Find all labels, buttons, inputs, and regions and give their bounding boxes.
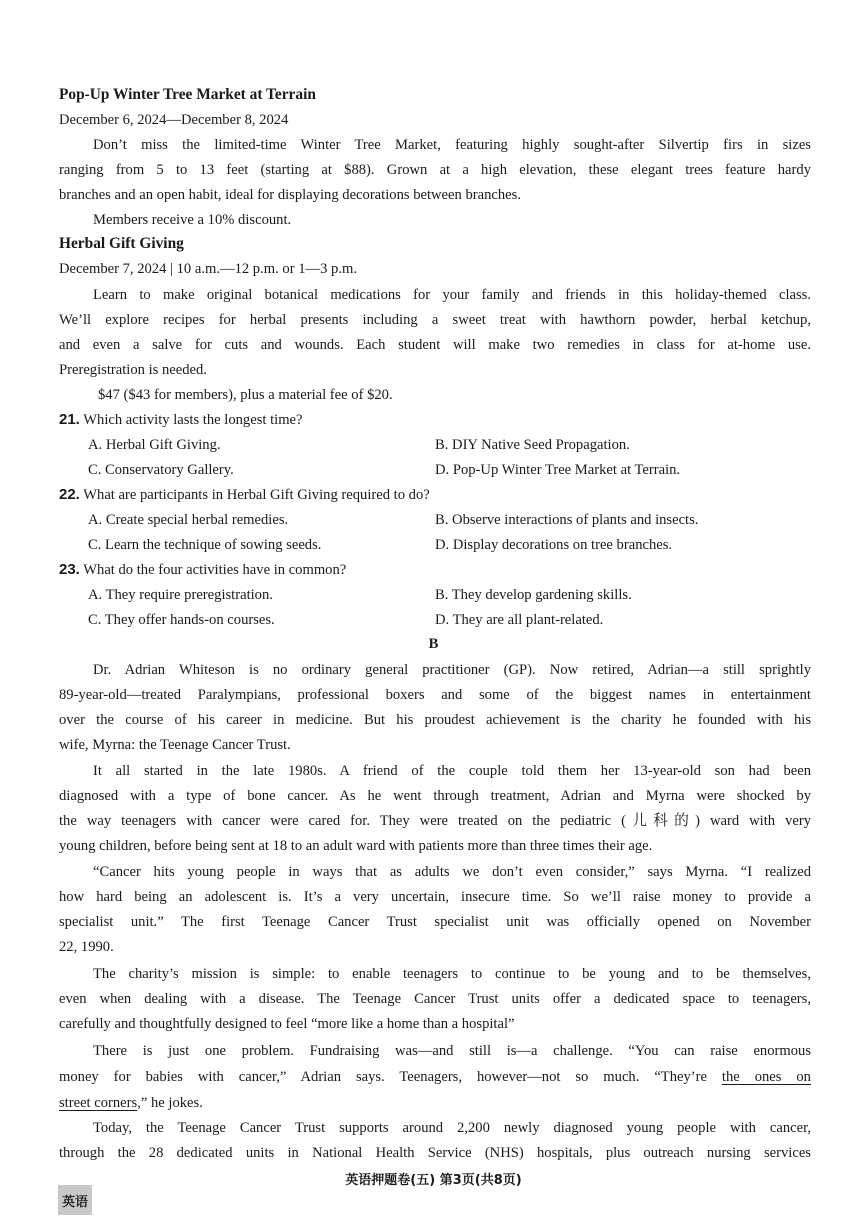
option-21-c[interactable]: C. Conservatory Gallery.: [88, 462, 234, 478]
passage-b-p3-line: 22, 1990.: [59, 939, 114, 955]
passage-b-p3-line: specialist unit.” The first Teenage Cancer Trust specialist unit was officially opened on November: [59, 914, 811, 930]
passage-b-label: B: [428, 636, 439, 652]
passage-b-p4-line: The charity’s mission is simple: to enable teenagers to continue to be young and to be themselves,: [93, 966, 811, 982]
option-22-d[interactable]: D. Display decorations on tree branches.: [435, 537, 673, 553]
herbal-body-line: Learn to make original botanical medications for your family and friends in this holiday-themed class.: [93, 287, 811, 303]
passage-b-p2-line: diagnosed with a type of bone cancer. As he went through treatment, Adrian and Myrna were shocked by: [59, 788, 811, 804]
market-date: December 6, 2024—December 8, 2024: [59, 112, 289, 128]
herbal-date: December 7, 2024 | 10 a.m.—12 p.m. or 1—3 p.m.: [59, 261, 357, 277]
subject-badge: 英语: [58, 1185, 92, 1215]
option-23-c[interactable]: C. They offer hands-on courses.: [88, 612, 275, 628]
passage-b-p5-line: [59, 1093, 811, 1113]
passage-b-p6-line: Today, the Teenage Cancer Trust supports around 2,200 newly diagnosed young people with cancer,: [93, 1120, 811, 1136]
market-body-line: branches and an open habit, ideal for displaying decorations between branches.: [59, 187, 521, 203]
passage-b-p4-line: carefully and thoughtfully designed to feel “more like a home than a hospital”: [59, 1016, 515, 1032]
option-22-c[interactable]: C. Learn the technique of sowing seeds.: [88, 537, 322, 553]
passage-b-p5-text: ,” he jokes.: [137, 1095, 203, 1111]
passage-b-p6-line: through the 28 dedicated units in National Health Service (NHS) hospitals, plus outreach nursing services: [59, 1145, 811, 1161]
underlined-phrase: street corners: [59, 1095, 138, 1111]
option-21-d[interactable]: D. Pop-Up Winter Tree Market at Terrain.: [435, 462, 681, 478]
passage-b-p1-line: Dr. Adrian Whiteson is no ordinary general practitioner (GP). Now retired, Adrian—a still sprightly: [93, 662, 811, 678]
underlined-phrase: the ones on: [721, 1069, 811, 1085]
question-text: What are participants in Herbal Gift Giving required to do?: [83, 487, 430, 503]
question-text: Which activity lasts the longest time?: [83, 412, 303, 428]
passage-b-p4-line: even when dealing with a disease. The Teenage Cancer Trust units offer a dedicated space to teenagers,: [59, 991, 811, 1007]
passage-b-p1-line: 89-year-old—treated Paralympians, professional boxers and some of the biggest names in entertainment: [59, 687, 811, 703]
question-22: [59, 485, 811, 505]
question-number: 21.: [59, 411, 80, 428]
passage-b-p5-line: [59, 1067, 811, 1087]
passage-b-p2-line: the way teenagers with cancer were cared for. They were treated on the pediatric (儿科的) ward with very: [59, 813, 811, 829]
question-number: 22.: [59, 486, 80, 503]
page-footer: 英语押题卷(五) 第3页(共8页): [345, 1173, 522, 1188]
herbal-body-line: and even a salve for cuts and wounds. Each student will make two remedies in class for at-home use.: [59, 337, 811, 353]
question-21: [59, 410, 811, 430]
option-23-b[interactable]: B. They develop gardening skills.: [435, 587, 632, 603]
market-body-line: Don’t miss the limited-time Winter Tree Market, featuring highly sought-after Silvertip firs in sizes: [93, 137, 811, 153]
option-21-a[interactable]: A. Herbal Gift Giving.: [88, 437, 221, 453]
market-discount: Members receive a 10% discount.: [93, 212, 292, 228]
option-22-a[interactable]: A. Create special herbal remedies.: [88, 512, 289, 528]
passage-b-p3-line: “Cancer hits young people in ways that as adults we don’t even consider,” says Myrna. “I realized: [93, 864, 811, 880]
herbal-body-line: Preregistration is needed.: [59, 362, 207, 378]
herbal-title: Herbal Gift Giving: [59, 235, 184, 252]
option-22-b[interactable]: B. Observe interactions of plants and insects.: [435, 512, 699, 528]
passage-b-p2-line: It all started in the late 1980s. A friend of the couple told them her 13-year-old son had been: [93, 763, 811, 779]
passage-b-p2-line: young children, before being sent at 18 to an adult ward with patients more than three times their age.: [59, 838, 653, 854]
passage-b-p5-line: There is just one problem. Fundraising was—and still is—a challenge. “You can raise enormous: [93, 1043, 811, 1059]
passage-b-p1-line: wife, Myrna: the Teenage Cancer Trust.: [59, 737, 291, 753]
option-21-b[interactable]: B. DIY Native Seed Propagation.: [435, 437, 630, 453]
herbal-body-line: We’ll explore recipes for herbal presents including a sweet treat with hawthorn powder, herbal ketchup,: [59, 312, 811, 328]
market-body-line: ranging from 5 to 13 feet (starting at $88). Grown at a high elevation, these elegant trees feature hardy: [59, 162, 811, 178]
option-23-d[interactable]: D. They are all plant-related.: [435, 612, 604, 628]
option-23-a[interactable]: A. They require preregistration.: [88, 587, 273, 603]
passage-b-p3-line: how hard being an adolescent is. It’s a very uncertain, insecure time. So we’ll raise money to provide a: [59, 889, 811, 905]
question-23: [59, 560, 811, 580]
question-text: What do the four activities have in common?: [83, 562, 347, 578]
herbal-price: $47 ($43 for members), plus a material fee of $20.: [98, 387, 393, 403]
question-number: 23.: [59, 561, 80, 578]
passage-b-p5-text: money for babies with cancer,” Adrian says. Teenagers, however—not so much. “They’re: [59, 1069, 722, 1085]
market-title: Pop-Up Winter Tree Market at Terrain: [59, 86, 316, 103]
passage-b-p1-line: over the course of his career in medicine. But his proudest achievement is the charity he founded with his: [59, 712, 811, 728]
